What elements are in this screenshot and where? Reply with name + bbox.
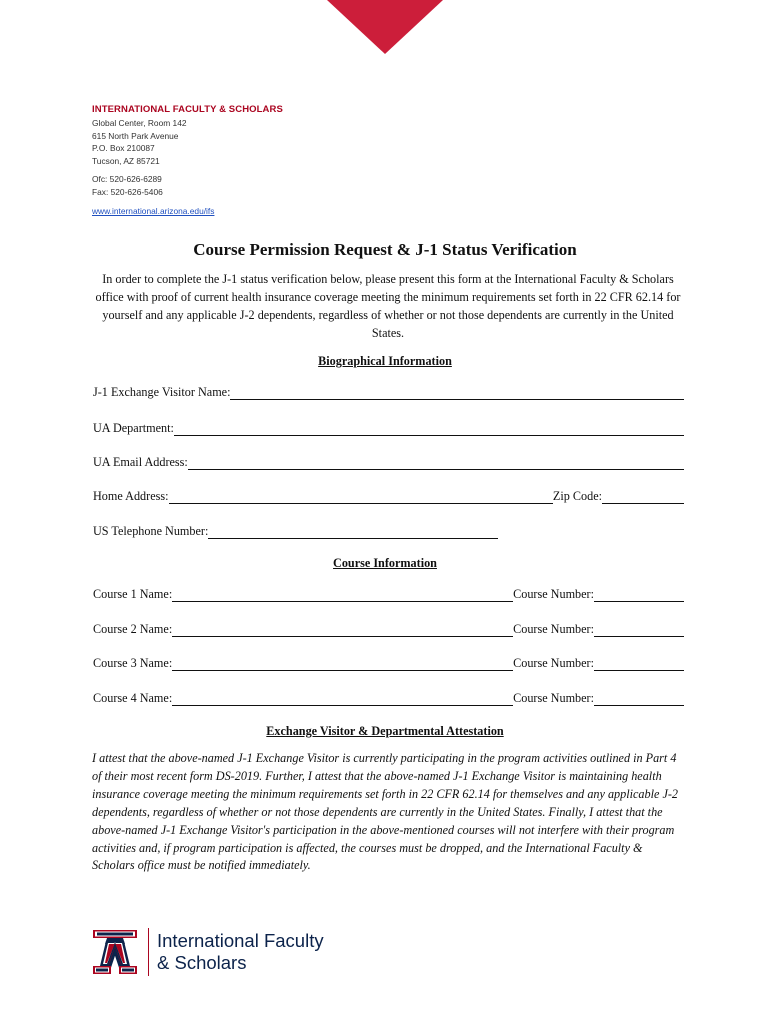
zip-code-label: Zip Code: bbox=[552, 489, 602, 503]
course-name-label: Course 4 Name: bbox=[93, 691, 173, 705]
phone-field bbox=[93, 521, 498, 539]
course-number-input[interactable] bbox=[594, 588, 684, 602]
office-phone: Ofc: 520-626-6289 bbox=[92, 174, 162, 184]
logo-divider bbox=[148, 928, 149, 976]
course-row bbox=[93, 584, 684, 602]
course-name-input[interactable] bbox=[172, 657, 513, 671]
visitor-name-label: J-1 Exchange Visitor Name: bbox=[93, 385, 231, 399]
course-name-label: Course 2 Name: bbox=[93, 622, 173, 636]
course-name-label: Course 1 Name: bbox=[93, 587, 173, 601]
logo-line-2: & Scholars bbox=[157, 952, 247, 973]
course-number-label: Course Number: bbox=[513, 587, 594, 601]
visitor-name-field bbox=[93, 382, 684, 400]
course-number-input[interactable] bbox=[594, 623, 684, 637]
email-label: UA Email Address: bbox=[93, 455, 188, 469]
course-name-input[interactable] bbox=[172, 623, 513, 637]
phone-input[interactable] bbox=[208, 525, 498, 539]
home-address-field bbox=[93, 486, 684, 504]
phone-label: US Telephone Number: bbox=[93, 524, 209, 538]
course-row bbox=[93, 619, 684, 637]
intro-paragraph: In order to complete the J-1 status verification below, please present this form at the International Faculty & Scholars office with proof of current health insurance coverage meeting the minimum requirements set forth in 22 CFR 62.14 for yourself and any applicable J-2 dependents, regardless of whether or not those dependents are currently in the United States. bbox=[95, 272, 681, 340]
org-name: INTERNATIONAL FACULTY & SCHOLARS bbox=[92, 104, 283, 115]
course-row bbox=[93, 653, 684, 671]
department-label: UA Department: bbox=[93, 421, 174, 435]
course-number-label: Course Number: bbox=[513, 691, 594, 705]
home-address-label: Home Address: bbox=[93, 489, 169, 503]
attestation-paragraph: I attest that the above-named J-1 Exchange Visitor is currently participating in the program activities outlined in Part 4 of their most recent form DS-2019. Further, I attest that the above-named J-1 Exchange Visitor is maintaining health insurance coverage meeting the minimum requirements set forth in 22 CFR 62.14 for themselves and any applicable J-2 dependents, regardless of whether or not those dependents are currently in the United States. Finally, I attest that the above-named J-1 Exchange Visitor's participation in the above-mentioned courses will not interfere with their program activities and, if program participation is affected, the courses must be dropped, and the International Faculty & Scholars office must be notified immediately. bbox=[92, 751, 679, 873]
attestation-heading: Exchange Visitor & Departmental Attestation bbox=[266, 724, 504, 738]
footer-logo bbox=[92, 928, 324, 976]
address-line: Tucson, AZ 85721 bbox=[92, 155, 160, 166]
university-a-logo-icon bbox=[92, 928, 138, 976]
department-field bbox=[93, 418, 684, 436]
contact-info bbox=[92, 173, 283, 198]
course-number-label: Course Number: bbox=[513, 656, 594, 670]
visitor-name-input[interactable] bbox=[230, 386, 684, 400]
course-number-input[interactable] bbox=[594, 657, 684, 671]
address-line: Global Center, Room 142 bbox=[92, 118, 187, 128]
address-line: 615 North Park Avenue bbox=[92, 130, 179, 141]
course-name-input[interactable] bbox=[172, 692, 513, 706]
zip-code-input[interactable] bbox=[602, 490, 684, 504]
department-input[interactable] bbox=[174, 422, 684, 436]
website-link[interactable]: www.international.arizona.edu/ifs bbox=[92, 206, 215, 216]
address-line: P.O. Box 210087 bbox=[92, 143, 155, 153]
fax-number: Fax: 520-626-5406 bbox=[92, 186, 163, 197]
mailing-address bbox=[92, 117, 283, 167]
letterhead bbox=[92, 104, 283, 219]
course-number-input[interactable] bbox=[594, 692, 684, 706]
biographical-heading: Biographical Information bbox=[318, 354, 452, 368]
top-chevron-decoration bbox=[327, 0, 443, 54]
course-name-label: Course 3 Name: bbox=[93, 656, 173, 670]
email-field bbox=[93, 452, 684, 470]
logo-line-1: International Faculty bbox=[157, 930, 324, 951]
course-row bbox=[93, 688, 684, 706]
course-name-input[interactable] bbox=[172, 588, 513, 602]
home-address-input[interactable] bbox=[169, 490, 553, 504]
course-heading: Course Information bbox=[333, 556, 437, 570]
email-input[interactable] bbox=[188, 456, 684, 470]
page-title: Course Permission Request & J-1 Status Verification bbox=[193, 240, 577, 259]
logo-wordmark bbox=[157, 930, 324, 974]
course-number-label: Course Number: bbox=[513, 622, 594, 636]
